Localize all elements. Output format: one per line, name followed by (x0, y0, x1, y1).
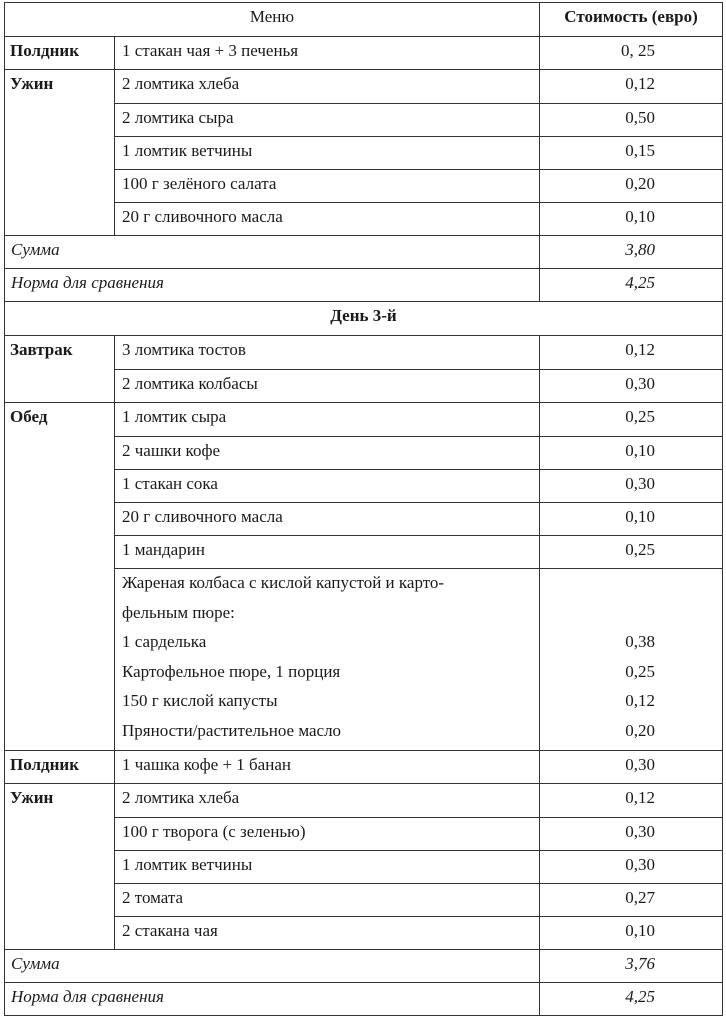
item-price: 0,12 (540, 336, 723, 370)
meal-label: Обед (5, 403, 115, 751)
item-name: 1 сарделька (122, 632, 207, 651)
item-name: 1 стакан чая + 3 печенья (115, 37, 540, 70)
item-name: 1 ломтик ветчины (115, 851, 540, 884)
meal-label: Ужин (5, 70, 115, 236)
item-name: 1 мандарин (115, 536, 540, 569)
item-name: 1 ломтик сыра (115, 403, 540, 437)
day-heading-row (5, 302, 723, 336)
item-price: 0,12 (540, 70, 723, 104)
item-price: 0,10 (540, 203, 723, 236)
menu-cost-table (4, 2, 723, 1016)
table-row (5, 784, 723, 818)
item-name: 3 ломтика тостов (115, 336, 540, 370)
table-row (5, 37, 723, 70)
item-name: 2 стакана чая (115, 917, 540, 950)
item-price: 0,10 (540, 503, 723, 536)
norm-value: 4,25 (540, 983, 723, 1016)
item-price: 0,25 (540, 403, 723, 437)
item-name: 100 г творога (с зеленью) (115, 818, 540, 851)
item-name: 2 томата (115, 884, 540, 917)
dish-title-line-1: Жареная колбаса с кислой капустой и карто- (122, 573, 445, 592)
item-name: Картофельное пюре, 1 порция (122, 661, 341, 681)
item-name: 20 г сливочного масла (115, 203, 540, 236)
item-name: 150 г кислой капусты (122, 691, 278, 710)
item-name: 2 ломтика хлеба (115, 784, 540, 818)
item-price: 0,25 (625, 661, 655, 681)
item-price: 0,20 (540, 170, 723, 203)
item-price: 0,30 (540, 370, 723, 403)
item-price: 0,38 (625, 632, 655, 651)
item-name: 2 ломтика хлеба (115, 70, 540, 104)
sum-row (5, 950, 723, 983)
item-name: 1 чашка кофе + 1 банан (115, 751, 540, 784)
item-name: 2 ломтика сыра (115, 104, 540, 137)
sum-row (5, 236, 723, 269)
table-row (5, 751, 723, 784)
item-price: 0,10 (540, 917, 723, 950)
item-name: Пряности/растительное масло (122, 720, 342, 740)
meal-label: Полдник (5, 751, 115, 784)
norm-row (5, 983, 723, 1016)
meal-label: Завтрак (5, 336, 115, 403)
header-cost: Стоимость (евро) (540, 3, 723, 37)
item-name: 2 чашки кофе (115, 437, 540, 470)
item-name: 2 ломтика колбасы (115, 370, 540, 403)
table-row (5, 403, 723, 437)
table-row (5, 336, 723, 370)
dish-block (115, 569, 540, 751)
norm-label: Норма для сравнения (5, 269, 540, 302)
item-price: 0,30 (540, 851, 723, 884)
item-price: 0,30 (540, 751, 723, 784)
norm-label: Норма для сравнения (5, 983, 540, 1016)
item-name: 1 стакан сока (115, 470, 540, 503)
sum-label: Сумма (5, 950, 540, 983)
header-menu: Меню (5, 3, 540, 37)
item-price: 0,12 (540, 784, 723, 818)
item-name: 100 г зелёного салата (115, 170, 540, 203)
item-price: 0,50 (540, 104, 723, 137)
table-header-row (5, 3, 723, 37)
item-price: 0,10 (540, 437, 723, 470)
item-price: 0,12 (625, 691, 655, 710)
item-price: 0,20 (625, 720, 655, 740)
item-price: 0,27 (540, 884, 723, 917)
sum-label: Сумма (5, 236, 540, 269)
item-price: 0,25 (540, 536, 723, 569)
item-price: 0, 25 (540, 37, 723, 70)
norm-row (5, 269, 723, 302)
item-name: 1 ломтик ветчины (115, 137, 540, 170)
dish-title-line-2: фельным пюре: (122, 602, 235, 622)
item-price: 0,30 (540, 470, 723, 503)
table-row (5, 70, 723, 104)
meal-label: Полдник (5, 37, 115, 70)
dish-prices (540, 569, 723, 751)
norm-value: 4,25 (540, 269, 723, 302)
day-heading: День 3-й (5, 302, 723, 336)
sum-value: 3,76 (540, 950, 723, 983)
sum-value: 3,80 (540, 236, 723, 269)
item-price: 0,15 (540, 137, 723, 170)
meal-label: Ужин (5, 784, 115, 950)
item-name: 20 г сливочного масла (115, 503, 540, 536)
item-price: 0,30 (540, 818, 723, 851)
